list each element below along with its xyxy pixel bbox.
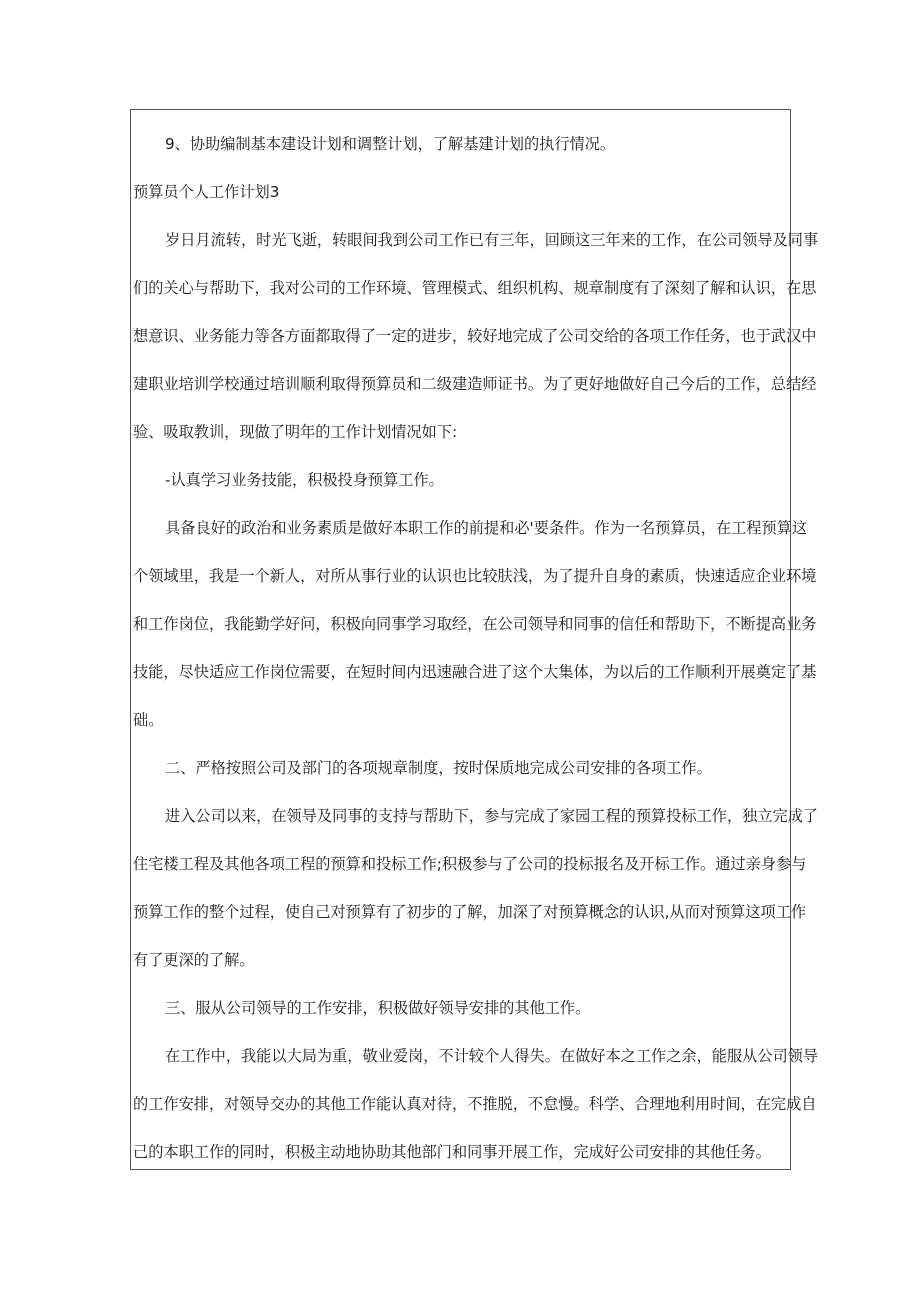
section-title: 预算员个人工作计划3 (133, 183, 280, 201)
text-line: 9、协助编制基本建设计划和调整计划，了解基建计划的执行情况。 (165, 135, 616, 153)
heading-line: 二、严格按照公司及部门的各项规章制度，按时保质地完成公司安排的各项工作。 (165, 759, 712, 777)
text-line: 和工作岗位，我能勤学好问，积极向同事学习取经，在公司领导和同事的信任和帮助下，不断提高业务 (133, 615, 817, 633)
text-line: 有了更深的了解。 (133, 951, 255, 969)
text-line: 础。 (133, 711, 164, 729)
text-line: 进入公司以来，在领导及同事的支持与帮助下，参与完成了家园工程的预算投标工作，独立完成了 (165, 807, 819, 825)
text-line: 建职业培训学校通过培训顺利取得预算员和二级建造师证书。为了更好地做好自己今后的工作，总结经 (133, 375, 817, 393)
heading-line: 三、服从公司领导的工作安排，积极做好领导安排的其他工作。 (165, 999, 591, 1017)
text-line: 己的本职工作的同时，积极主动地协助其他部门和同事开展工作，完成好公司安排的其他任务。 (133, 1143, 771, 1161)
text-line: 岁日月流转，时光飞逝，转眼间我到公司工作已有三年，回顾这三年来的工作，在公司领导及同事 (165, 231, 819, 249)
text-line: 的工作安排，对领导交办的其他工作能认真对待，不推脱，不怠慢。科学、合理地利用时间，在完成自 (133, 1095, 817, 1113)
text-line: 住宅楼工程及其他各项工程的预算和投标工作;积极参与了公司的投标报名及开标工作。通过亲身参与 (133, 855, 807, 873)
text-line: 们的关心与帮助下，我对公司的工作环境、管理模式、组织机构、规章制度有了深刻了解和认识，在思 (133, 279, 817, 297)
text-line: 验、吸取教训，现做了明年的工作计划情况如下: (133, 423, 458, 441)
heading-line: -认真学习业务技能，积极投身预算工作。 (165, 471, 444, 489)
text-line: 具备良好的政治和业务素质是做好本职工作的前提和必'要条件。作为一名预算员，在工程预算这 (165, 519, 808, 537)
document-frame (130, 109, 819, 1170)
text-line: 个领域里，我是一个新人，对所从事行业的认识也比较肤浅，为了提升自身的素质，快速适应企业环境 (133, 567, 817, 585)
text-line: 想意识、业务能力等各方面都取得了一定的进步，较好地完成了公司交给的各项工作任务，也于武汉中 (133, 327, 817, 345)
text-line: 在工作中，我能以大局为重，敬业爱岗，不计较个人得失。在做好本之工作之余，能服从公司领导 (165, 1047, 819, 1065)
text-line: 技能，尽快适应工作岗位需要，在短时间内迅速融合进了这个大集体，为以后的工作顺利开展奠定了基 (133, 663, 817, 681)
text-line: 预算工作的整个过程，使自己对预算有了初步的了解，加深了对预算概念的认识,从而对预算这项工作 (133, 903, 807, 921)
